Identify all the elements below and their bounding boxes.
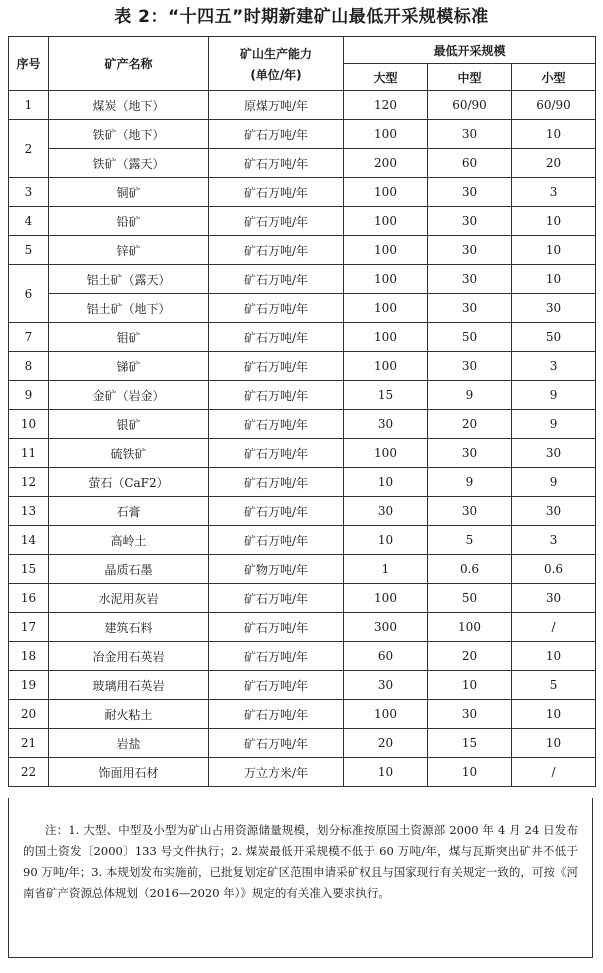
cell-medium: 30 (428, 439, 512, 468)
cell-mineral: 玻璃用石英岩 (49, 671, 209, 700)
cell-small: 30 (512, 497, 596, 526)
cell-small: 3 (512, 178, 596, 207)
table-row (9, 91, 596, 120)
cell-large: 100 (344, 178, 428, 207)
cell-index: 1 (9, 91, 49, 120)
cell-mineral: 锌矿 (49, 236, 209, 265)
table-row (9, 758, 596, 787)
cell-unit: 矿石万吨/年 (209, 613, 344, 642)
cell-unit: 矿石万吨/年 (209, 468, 344, 497)
cell-medium: 30 (428, 497, 512, 526)
cell-mineral: 硫铁矿 (49, 439, 209, 468)
cell-medium: 30 (428, 207, 512, 236)
cell-unit: 矿石万吨/年 (209, 294, 344, 323)
cell-large: 300 (344, 613, 428, 642)
cell-unit: 矿石万吨/年 (209, 236, 344, 265)
cell-unit: 矿石万吨/年 (209, 410, 344, 439)
cell-mineral: 煤炭（地下） (49, 91, 209, 120)
table-row (9, 381, 596, 410)
cell-large: 100 (344, 265, 428, 294)
cell-index: 9 (9, 381, 49, 410)
cell-large: 30 (344, 497, 428, 526)
header-capacity-unit: (单位/年) (250, 67, 302, 82)
cell-small: 10 (512, 207, 596, 236)
cell-unit: 矿物万吨/年 (209, 555, 344, 584)
table-title: 表 2：“十四五”时期新建矿山最低开采规模标准 (114, 7, 489, 27)
note-text: 注：1. 大型、中型及小型为矿山占用资源储量规模，划分标准按原国土资源部 2000 年 4 月 24 日发布的国土资发〔2000〕133 号文件执行；2. 煤炭最低开采规模不低于 60 万吨/年，煤与瓦斯突出矿井不低于 90 万吨/年；3. 本规划发布实施前，已批复划定矿区范围申请采矿权且与国家现行有关规定一致的，可按《河南省矿产资源总体规划（2016—2020 年）》规定的有关准入要求执行。 (23, 823, 578, 900)
cell-medium: 50 (428, 323, 512, 352)
cell-index: 15 (9, 555, 49, 584)
cell-unit: 矿石万吨/年 (209, 149, 344, 178)
cell-large: 20 (344, 729, 428, 758)
table-row (9, 700, 596, 729)
header-large: 大型 (344, 64, 428, 91)
cell-index: 16 (9, 584, 49, 613)
cell-medium: 20 (428, 410, 512, 439)
cell-small: 30 (512, 439, 596, 468)
cell-large: 15 (344, 381, 428, 410)
cell-medium: 60/90 (428, 91, 512, 120)
cell-index: 5 (9, 236, 49, 265)
cell-medium: 0.6 (428, 555, 512, 584)
cell-small: 10 (512, 700, 596, 729)
cell-large: 10 (344, 468, 428, 497)
cell-unit: 矿石万吨/年 (209, 584, 344, 613)
cell-index: 3 (9, 178, 49, 207)
table-row (9, 265, 596, 294)
cell-small: 10 (512, 236, 596, 265)
table-row (9, 671, 596, 700)
header-min-scale: 最低开采规模 (344, 37, 596, 64)
cell-small: 9 (512, 410, 596, 439)
cell-index: 13 (9, 497, 49, 526)
header-mineral: 矿产名称 (49, 37, 209, 91)
table-row (9, 526, 596, 555)
cell-mineral: 铝土矿（地下） (49, 294, 209, 323)
cell-small: 30 (512, 294, 596, 323)
cell-medium: 30 (428, 178, 512, 207)
cell-unit: 矿石万吨/年 (209, 526, 344, 555)
table-row (9, 178, 596, 207)
cell-index: 4 (9, 207, 49, 236)
table-row (9, 642, 596, 671)
cell-small: 3 (512, 526, 596, 555)
table-row (9, 468, 596, 497)
table-row (9, 555, 596, 584)
cell-mineral: 铝土矿（露天） (49, 265, 209, 294)
cell-small: 9 (512, 381, 596, 410)
table-row (9, 120, 596, 149)
cell-small: 30 (512, 584, 596, 613)
cell-mineral: 冶金用石英岩 (49, 642, 209, 671)
cell-medium: 30 (428, 352, 512, 381)
cell-small: 9 (512, 468, 596, 497)
cell-large: 100 (344, 294, 428, 323)
cell-large: 30 (344, 671, 428, 700)
cell-index: 10 (9, 410, 49, 439)
cell-mineral: 锑矿 (49, 352, 209, 381)
cell-unit: 矿石万吨/年 (209, 352, 344, 381)
table-body (9, 91, 596, 787)
cell-small: 5 (512, 671, 596, 700)
cell-index: 18 (9, 642, 49, 671)
cell-mineral: 铅矿 (49, 207, 209, 236)
cell-mineral: 晶质石墨 (49, 555, 209, 584)
cell-index: 17 (9, 613, 49, 642)
cell-mineral: 金矿（岩金） (49, 381, 209, 410)
cell-unit: 原煤万吨/年 (209, 91, 344, 120)
note-box (8, 798, 593, 958)
cell-unit: 矿石万吨/年 (209, 497, 344, 526)
table-row (9, 497, 596, 526)
header-index: 序号 (9, 37, 49, 91)
cell-large: 100 (344, 120, 428, 149)
cell-large: 100 (344, 439, 428, 468)
table-row (9, 149, 596, 178)
cell-medium: 100 (428, 613, 512, 642)
cell-small: 0.6 (512, 555, 596, 584)
cell-medium: 30 (428, 700, 512, 729)
cell-large: 120 (344, 91, 428, 120)
table-row (9, 584, 596, 613)
cell-medium: 30 (428, 120, 512, 149)
cell-unit: 矿石万吨/年 (209, 178, 344, 207)
cell-index: 2 (9, 120, 49, 178)
cell-medium: 10 (428, 758, 512, 787)
cell-unit: 矿石万吨/年 (209, 700, 344, 729)
cell-large: 10 (344, 758, 428, 787)
cell-small: / (512, 758, 596, 787)
cell-mineral: 高岭土 (49, 526, 209, 555)
mining-scale-table (8, 36, 596, 787)
cell-small: 10 (512, 120, 596, 149)
cell-small: / (512, 613, 596, 642)
cell-large: 30 (344, 410, 428, 439)
cell-mineral: 铁矿（地下） (49, 120, 209, 149)
cell-mineral: 铁矿（露天） (49, 149, 209, 178)
cell-mineral: 铜矿 (49, 178, 209, 207)
cell-index: 12 (9, 468, 49, 497)
cell-medium: 20 (428, 642, 512, 671)
cell-small: 10 (512, 729, 596, 758)
table-row (9, 613, 596, 642)
cell-unit: 矿石万吨/年 (209, 265, 344, 294)
cell-medium: 15 (428, 729, 512, 758)
cell-medium: 9 (428, 381, 512, 410)
cell-mineral: 石膏 (49, 497, 209, 526)
cell-mineral: 钼矿 (49, 323, 209, 352)
cell-medium: 50 (428, 584, 512, 613)
cell-small: 10 (512, 265, 596, 294)
table-row (9, 439, 596, 468)
table-row (9, 236, 596, 265)
cell-medium: 60 (428, 149, 512, 178)
cell-unit: 矿石万吨/年 (209, 729, 344, 758)
cell-index: 20 (9, 700, 49, 729)
cell-large: 100 (344, 323, 428, 352)
cell-unit: 矿石万吨/年 (209, 671, 344, 700)
cell-mineral: 水泥用灰岩 (49, 584, 209, 613)
cell-mineral: 岩盐 (49, 729, 209, 758)
cell-medium: 10 (428, 671, 512, 700)
cell-index: 11 (9, 439, 49, 468)
cell-unit: 矿石万吨/年 (209, 323, 344, 352)
cell-small: 50 (512, 323, 596, 352)
header-small: 小型 (512, 64, 596, 91)
table-row (9, 294, 596, 323)
cell-unit: 矿石万吨/年 (209, 381, 344, 410)
cell-small: 60/90 (512, 91, 596, 120)
table-row (9, 207, 596, 236)
cell-large: 10 (344, 526, 428, 555)
cell-unit: 矿石万吨/年 (209, 120, 344, 149)
cell-large: 60 (344, 642, 428, 671)
cell-large: 1 (344, 555, 428, 584)
cell-medium: 9 (428, 468, 512, 497)
cell-index: 7 (9, 323, 49, 352)
cell-medium: 5 (428, 526, 512, 555)
cell-large: 200 (344, 149, 428, 178)
cell-medium: 30 (428, 265, 512, 294)
cell-mineral: 饰面用石材 (49, 758, 209, 787)
cell-mineral: 耐火粘土 (49, 700, 209, 729)
cell-small: 3 (512, 352, 596, 381)
cell-large: 100 (344, 236, 428, 265)
cell-index: 14 (9, 526, 49, 555)
cell-large: 100 (344, 584, 428, 613)
cell-unit: 矿石万吨/年 (209, 207, 344, 236)
cell-index: 6 (9, 265, 49, 323)
cell-mineral: 萤石（CaF2） (49, 468, 209, 497)
cell-unit: 万立方米/年 (209, 758, 344, 787)
cell-small: 10 (512, 642, 596, 671)
cell-mineral: 银矿 (49, 410, 209, 439)
cell-unit: 矿石万吨/年 (209, 642, 344, 671)
cell-index: 19 (9, 671, 49, 700)
cell-large: 100 (344, 352, 428, 381)
header-medium: 中型 (428, 64, 512, 91)
cell-large: 100 (344, 700, 428, 729)
table-row (9, 323, 596, 352)
cell-unit: 矿石万吨/年 (209, 439, 344, 468)
cell-index: 8 (9, 352, 49, 381)
cell-large: 100 (344, 207, 428, 236)
table-row (9, 352, 596, 381)
cell-index: 22 (9, 758, 49, 787)
header-capacity (209, 37, 344, 91)
cell-small: 20 (512, 149, 596, 178)
cell-medium: 30 (428, 294, 512, 323)
table-row (9, 729, 596, 758)
table-row (9, 410, 596, 439)
cell-index: 21 (9, 729, 49, 758)
cell-medium: 30 (428, 236, 512, 265)
cell-mineral: 建筑石料 (49, 613, 209, 642)
header-capacity-label: 矿山生产能力 (239, 46, 312, 61)
